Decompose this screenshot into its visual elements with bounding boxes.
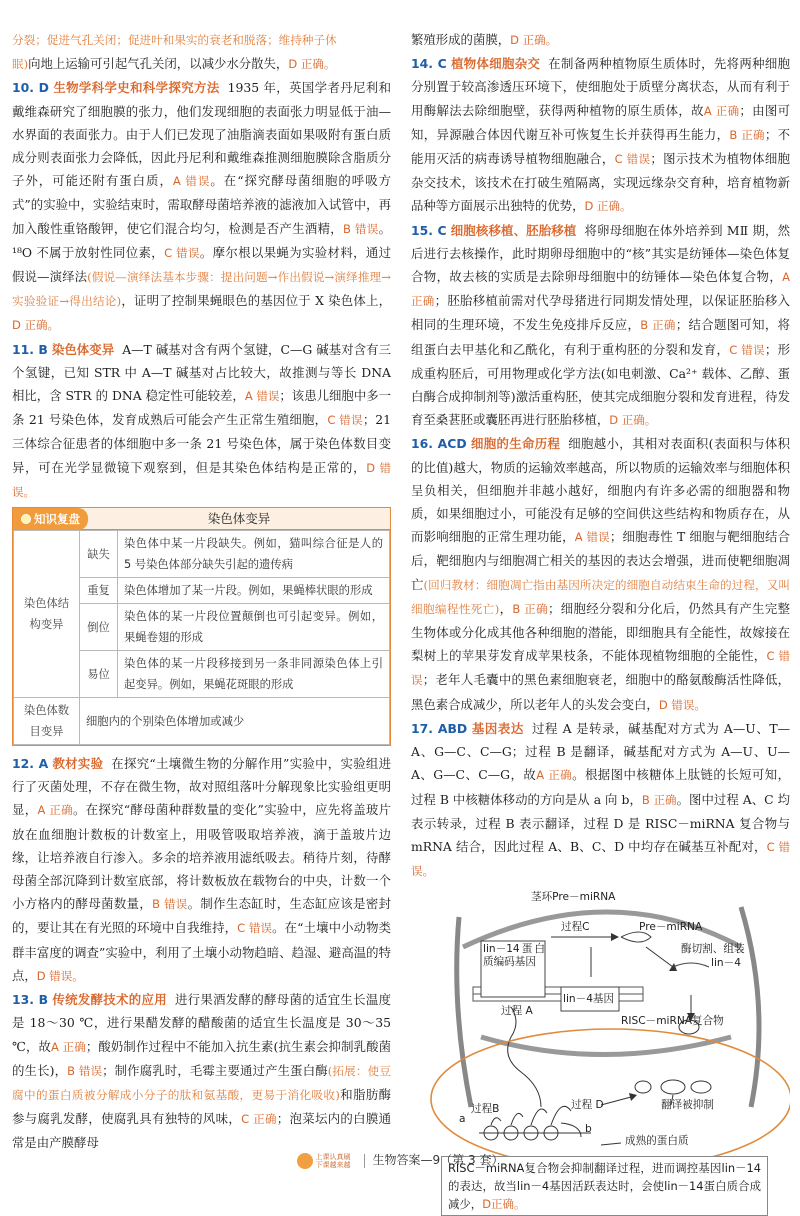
highlight-ellipse bbox=[431, 1029, 790, 1169]
category-cell: 染色体数目变异 bbox=[14, 698, 80, 745]
answer-mark: C 正确 bbox=[241, 1112, 277, 1127]
answer-mark: B 正确 bbox=[640, 318, 676, 333]
answer-mark: C 错误 bbox=[614, 152, 651, 167]
label: 过程 A bbox=[501, 1005, 533, 1018]
answer-mark: C 错误 bbox=[411, 649, 791, 688]
knowledge-title: 染色体变异 bbox=[207, 510, 271, 526]
answer-mark: A 错误 bbox=[172, 174, 211, 189]
q13-number: 13. B bbox=[12, 992, 49, 1008]
type-cell: 缺失 bbox=[80, 531, 118, 578]
q14-number: 14. C bbox=[411, 56, 447, 72]
label: Pre－miRNA bbox=[639, 921, 703, 934]
answer-mark: A 正确 bbox=[703, 103, 740, 118]
answer-mark: D 正确。 bbox=[609, 413, 657, 428]
arrowhead bbox=[629, 1093, 637, 1101]
q17-tag: 基因表达 bbox=[471, 720, 524, 736]
answer-mark: D 正确。 bbox=[12, 318, 60, 333]
arrow bbox=[601, 1097, 631, 1105]
q10-tag: 生物学科学史和科学探究方法 bbox=[52, 80, 220, 96]
right-top-para: 繁殖形成的菌膜，D 正确。 bbox=[411, 32, 558, 47]
answer-mark: D 错误。 bbox=[12, 460, 392, 499]
arrow bbox=[601, 1143, 621, 1145]
q15: 15. C 细胞核移植、胚胎移植 将卵母细胞在体外培养到 MⅡ 期，然后进行去核操作，此时期卵母细胞中的“核”其实是纺锤体—染色体复合物，故去核的实质是去除卵母细胞中的纺锤体—染色体复合物，A 正确；胚胎移植前需对代孕母猪进行同期发情处理，以保证胚胎移入相同的生理环境，不发生免疫排斥反应，B 正确；结合题图可知，将组蛋白去甲基化和乙酰化，有利于重构胚的分裂和发育，C 错误；形成重构胚后，可用物理或化学方法(如电刺激、Ca²⁺ 载体、乙醇、蛋白酶合成抑制剂等)激活重构胚，使其完成细胞分裂和发育进程，待发育至桑葚胚或囊胚再进行胚胎移植，D 正确。 bbox=[411, 222, 791, 428]
arrow bbox=[646, 947, 673, 967]
top-note: 分裂；促进气孔关闭；促进叶和果实的衰老和脱落；维持种子休 bbox=[12, 33, 337, 47]
q10: 10. D 生物学科学史和科学探究方法 1935 年，英国学者丹尼利和戴维森研究了细胞膜的张力，他们发现细胞的表面张力明显低于油—水界面的表面张力。由于人们已发现了油脂滴表面如果吸附有蛋白质成分则表面张力会降低，因此丹尼利和戴维森推测细胞膜除含脂质分子外，可能还附有蛋白质，A 错误。在“探究酵母菌细胞的呼吸方式”的实验中，实验结束时，需取酵母菌培养液的滤液加入试管中，再加入酸性重铬酸钾，使它们混合均匀，检测是否产生酒精，B 错误。¹⁸O 不属于放射性同位素，C 错误。摩尔根以果蝇为实验材料，通过假说—演绎法(假说—演绎法基本步骤：提出问题→作出假说→演绎推理→实验验证→得出结论)，证明了控制果蝇眼色的基因位于 X 染色体上，D 正确。 bbox=[12, 80, 392, 333]
q14-tag: 植物体细胞杂交 bbox=[450, 56, 541, 72]
answer-mark: A 正确 bbox=[51, 1039, 86, 1054]
q15-tag: 细胞核移植、胚胎移植 bbox=[450, 222, 577, 238]
q11-number: 11. B bbox=[12, 341, 48, 357]
peptide bbox=[551, 1107, 571, 1126]
left-column bbox=[12, 28, 391, 1155]
page-footer bbox=[0, 1150, 800, 1172]
q16: 16. ACD 细胞的生命历程 细胞越小，其相对表面积(表面积与体积的比值)越大，物质的运输效率越高，所以物质的运输效率与细胞体积呈负相关，但细胞并非越小越好，细胞内有许多必需的细胞器和物质，如果细胞过小，可能没有足够的空间供这些结构和物质存在，从而影响细胞的正常生理功能，A 错误；细胞毒性 T 细胞与靶细胞结合后，靶细胞内与细胞凋亡相关的基因的表达会增强，进而使靶细胞凋亡(回归教材：细胞凋亡指由基因所决定的细胞自动结束生命的过程，又叫细胞编程性死亡)，B 正确；细胞经分裂和分化后，仍然具有产生完整生物体或分化成其他各种细胞的潜能，即细胞具有全能性，故嫁接在梨树上的苹果芽发育成苹果枝条，不能体现植物细胞的全能性，C 错误；老年人毛囊中的黑色素细胞衰老，细胞中的酪氨酸酶活性降低，黑色素合成减少，所以老年人的头发会变白，D 错误。 bbox=[411, 436, 791, 712]
peptide bbox=[491, 1118, 501, 1125]
ribosome bbox=[661, 1080, 685, 1094]
answer-mark: C 错误 bbox=[237, 921, 273, 936]
answer-mark: B 错误 bbox=[343, 221, 379, 236]
desc-cell: 染色体中某一片段缺失。例如，猫叫综合征是人的 5 号染色体部分缺失引起的遗传病 bbox=[118, 531, 390, 578]
q16-tag: 细胞的生命历程 bbox=[470, 436, 561, 452]
answer-mark: D 错误。 bbox=[658, 697, 706, 712]
note: (假说—演绎法基本步骤：提出问题→作出假说→演绎推理→实验验证→得出结论) bbox=[12, 270, 391, 309]
answer-mark: B 正确 bbox=[512, 601, 549, 616]
nucleus-membrane bbox=[481, 1037, 731, 1055]
label: 过程B bbox=[471, 1103, 500, 1116]
q16-number: 16. ACD bbox=[411, 436, 467, 452]
footer-logo: 上课认真刷 下课越来越 bbox=[297, 1153, 356, 1169]
knowledge-header bbox=[13, 508, 390, 530]
answer-mark: D 正确。 bbox=[510, 33, 558, 47]
peptide bbox=[511, 1114, 523, 1126]
answer-mark: C 错误 bbox=[729, 342, 765, 357]
label: 成熟的蛋白质 bbox=[625, 1135, 689, 1148]
knowledge-badge: 知识复盘 bbox=[13, 508, 88, 530]
label: lin－14蛋白质编码基因 bbox=[483, 943, 545, 969]
pre-mirna bbox=[673, 963, 709, 967]
q17: 17. ABD 基因表达 过程 A 是转录，碱基配对方式为 A—U、T—A、G—C、C—G；过程 B 是翻译，碱基配对方式为 A—U、U—A、G—C、C—G，故A 正确。根据图中核糖体上肽链的长短可知，过程 B 中核糖体移动的方向是从 a 向 b，B 正确。图中过程 A、C 均表示转录，过程 B 表示翻译，过程 D 是 RISC－miRNA 复合物与 mRNA 结合，因此过程 A、B、C、D 中均存在碱基互补配对，C 错误。 bbox=[411, 720, 791, 879]
q12-tag: 教材实验 bbox=[52, 756, 104, 772]
label: b bbox=[585, 1123, 592, 1136]
q11-tag: 染色体变异 bbox=[51, 341, 115, 357]
membrane-arc bbox=[741, 907, 759, 1107]
label: 过程C bbox=[561, 921, 590, 934]
type-cell: 重复 bbox=[80, 578, 118, 604]
knowledge-review-box bbox=[12, 507, 391, 746]
q12: 12. A 教材实验 在探究“土壤微生物的分解作用”实验中，实验组进行了灭菌处理，不存在微生物，故对照组落叶分解现象比实验组更明显，A 正确。在探究“酵母菌种群数量的变化”实验中，应先将盖玻片放在血细胞计数板的计数室上，用吸管吸取培养液，滴于盖玻片边缘，让培养液自行渗入。多余的培养液用滤纸吸去。稍待片刻，待酵母菌全部沉降到计数室底部，将计数板放在载物台的中央，计数一个小方格内的酵母菌数量，B 错误。制作生态缸时，生态缸应该是密封的，要让其在有光照的环境中自我维持，C 错误。在“土壤中小动物类群丰富度的调查”实验中，利用了土壤小动物趋暗、趋湿、避高温的特点，D 错误。 bbox=[12, 756, 392, 983]
label: lin－4 bbox=[711, 957, 741, 970]
answer-mark: C 错误。 bbox=[411, 839, 791, 879]
desc-cell: 染色体的某一片段位置颠倒也可引起变异。例如，果蝇卷翅的形成 bbox=[118, 604, 390, 651]
answer-mark: A 错误 bbox=[244, 389, 280, 404]
type-cell: 易位 bbox=[80, 651, 118, 698]
label: 翻译被抑制 bbox=[661, 1099, 714, 1112]
category-cell: 染色体结构变异 bbox=[14, 531, 80, 698]
answer-mark: C 错误 bbox=[327, 413, 363, 428]
figure-caption: RISC－miRNA复合物会抑制翻译过程，进而调控基因lin－14的表达，故当lin－4基因活跃表达时，会使lin－14蛋白质合成减少，D正确。 bbox=[441, 1156, 768, 1216]
label: a bbox=[459, 1113, 466, 1126]
answer-mark: D 正确。 bbox=[584, 199, 632, 214]
q13-tag: 传统发酵技术的应用 bbox=[52, 992, 167, 1008]
answer-mark: D 正确。 bbox=[288, 57, 336, 72]
label: 过程 D bbox=[571, 1099, 604, 1112]
answer-mark: B 错误 bbox=[152, 897, 188, 912]
knowledge-table bbox=[13, 530, 390, 745]
answer-mark: C 错误 bbox=[164, 245, 200, 260]
q15-number: 15. C bbox=[411, 222, 447, 238]
q14: 14. C 植物体细胞杂交 在制备两种植物原生质体时，先将两种细胞分别置于较高渗透压环境下，使细胞处于质壁分离状态，从而有利于用酶解法去除细胞壁，获得两种植物的原生质体，故A 正确；由图可知，异源融合体因代谢互补可恢复生长并获得再生能力，B 正确；不能用灭活的病毒诱导植物细胞融合，C 错误；图示技术为植物体细胞杂交技术，该技术在打破生殖隔离，实现远缘杂交育种，培育植物新品种等方面展示出独特的优势，D 正确。 bbox=[411, 56, 791, 214]
answer-mark: B 错误 bbox=[67, 1063, 103, 1078]
q11: 11. B 染色体变异 A—T 碱基对含有两个氢键，C—G 碱基对含有三个氢键，已知 STR 中 A—T 碱基对占比较大，故推测与等长 DNA 相比，含 STR 的 DNA 稳定性可能较差，A 错误；该患儿细胞中多一条 21 号染色体，发育成熟后可能会产生正常生殖细胞，C 错误；21 三体综合征患者的体细胞中多一条 21 号染色体，属于染色体数目变异，可在光学显微镜下观察到，但是其染色体结构是正常的，D 错误。 bbox=[12, 341, 392, 499]
label: lin－4基因 bbox=[563, 993, 615, 1006]
footer-title: 生物答案—9（第 3 套） bbox=[372, 1153, 504, 1168]
peptide bbox=[531, 1109, 547, 1125]
ribosome bbox=[691, 1081, 711, 1093]
answer-mark: D正确。 bbox=[482, 1197, 526, 1212]
answer-mark: D 错误。 bbox=[36, 968, 84, 983]
right-column bbox=[411, 28, 790, 1213]
left-top-para: 分裂；促进气孔关闭；促进叶和果实的衰老和脱落；维持种子休 眠)向地上运输可引起气孔关闭，以减少水分散失，D 正确。 bbox=[12, 33, 337, 72]
answer-mark: A 错误 bbox=[574, 530, 610, 545]
answer-mark: B 正确 bbox=[729, 127, 765, 142]
logo-icon bbox=[297, 1153, 313, 1169]
arrow bbox=[561, 1123, 581, 1137]
answer-mark: A 正确 bbox=[411, 270, 790, 309]
answer-mark: A 正确 bbox=[37, 803, 73, 818]
note: (回归教材：细胞凋亡指由基因所决定的细胞自动结束生命的过程，又叫细胞编程性死亡) bbox=[411, 577, 791, 616]
answer-mark: A 正确 bbox=[536, 768, 573, 783]
footer-divider bbox=[364, 1154, 365, 1168]
note: (拓展：使豆腐中的蛋白质被分解成小分子的肽和氨基酸，更易于消化吸收) bbox=[12, 1063, 391, 1102]
q17-number: 17. ABD bbox=[411, 720, 468, 736]
q10-number: 10. D bbox=[12, 80, 49, 96]
lightbulb-icon bbox=[21, 514, 31, 524]
label: 酶切割、组装 bbox=[681, 943, 745, 956]
desc-cell: 染色体的某一片段移接到另一条非同源染色体上引起变异。例如，果蝇花斑眼的形成 bbox=[118, 651, 390, 698]
mrna-strand bbox=[508, 1007, 541, 1107]
q12-number: 12. A bbox=[12, 756, 49, 772]
answer-mark: B 正确 bbox=[641, 792, 677, 807]
risc-bound bbox=[635, 1081, 651, 1093]
arrowhead bbox=[611, 933, 619, 941]
desc-cell: 染色体增加了某一片段。例如，果蝇棒状眼的形成 bbox=[118, 578, 390, 604]
type-cell: 倒位 bbox=[80, 604, 118, 651]
label: RISC－miRNA复合物 bbox=[621, 1015, 724, 1028]
q13: 13. B 传统发酵技术的应用 进行果酒发酵的酵母菌的适宜生长温度是 18～30 ℃，进行果醋发酵的醋酸菌的适宜生长温度是 30～35 ℃，故A 正确；酸奶制作过程中不能加入抗生素(抗生素会抑制乳酸菌的生长)，B 错误；制作腐乳时，毛霉主要通过产生蛋白酶(拓展：使豆腐中的蛋白质被分解成小分子的肽和氨基酸，更易于消化吸收)和脂肪酶参与腐乳发酵，使腐乳具有独特的风味，C 正确；泡菜坛内的白膜通常是由产膜酵母 bbox=[12, 992, 392, 1151]
desc-cell: 细胞内的个别染色体增加或减少 bbox=[80, 698, 390, 745]
label: 茎环Pre－miRNA bbox=[531, 891, 616, 904]
